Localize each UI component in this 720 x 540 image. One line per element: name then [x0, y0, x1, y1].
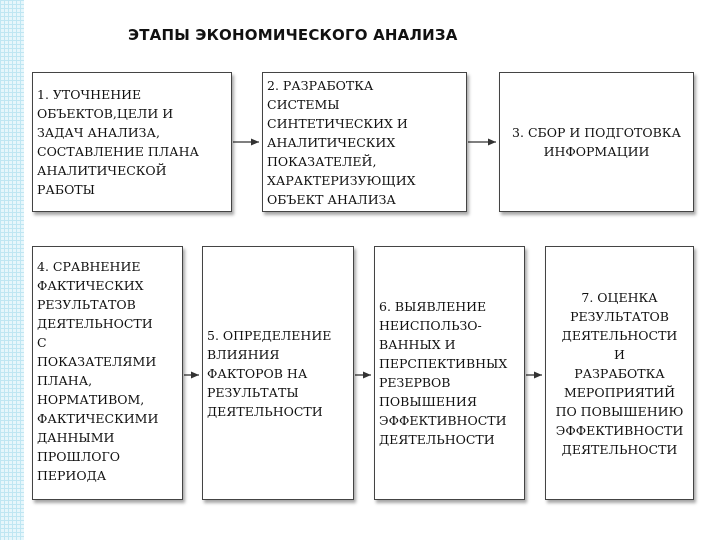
stage-5-box	[202, 246, 354, 500]
stage-1-text: 1. УТОЧНЕНИЕ ОБЪЕКТОВ,ЦЕЛИ И ЗАДАЧ АНАЛИЗА, СОСТАВЛЕНИЕ ПЛАНА АНАЛИТИЧЕСКОЙ РАБОТЫ	[37, 87, 199, 197]
stage-3-box	[499, 72, 694, 212]
stage-7-box	[545, 246, 694, 500]
diagram-title: ЭТАПЫ ЭКОНОМИЧЕСКОГО АНАЛИЗА	[128, 26, 458, 44]
stage-1-box	[32, 72, 232, 212]
stage-7-text: 7. ОЦЕНКА РЕЗУЛЬТАТОВ ДЕЯТЕЛЬНОСТИ И РАЗРАБОТКА МЕРОПРИЯТИЙ ПО ПОВЫШЕНИЮ ЭФФЕКТИВНОСТИ ДЕЯТЕЛЬНОСТИ	[555, 289, 684, 457]
stage-4-text: 4. СРАВНЕНИЕ ФАКТИЧЕСКИХ РЕЗУЛЬТАТОВ ДЕЯТЕЛЬНОСТИ С ПОКАЗАТЕЛЯМИ ПЛАНА, НОРМАТИВОМ, ФАКТИЧЕСКИМИ ДАННЫМИ ПРОШЛОГО ПЕРИОДА	[37, 259, 159, 483]
stage-6-text: 6. ВЫЯВЛЕНИЕ НЕИСПОЛЬЗО- ВАННЫХ И ПЕРСПЕКТИВНЫХ РЕЗЕРВОВ ПОВЫШЕНИЯ ЭФФЕКТИВНОСТИ ДЕЯТЕЛЬНОСТИ	[379, 299, 508, 447]
stage-2-text: 2. РАЗРАБОТКА СИСТЕМЫ СИНТЕТИЧЕСКИХ И АНАЛИТИЧЕСКИХ ПОКАЗАТЕЛЕЙ, ХАРАКТЕРИЗУЮЩИХ ОБЪЕКТ АНАЛИЗА	[267, 77, 416, 207]
stage-6-box	[374, 246, 525, 500]
stage-5-text: 5. ОПРЕДЕЛЕНИЕ ВЛИЯНИЯ ФАКТОРОВ НА РЕЗУЛЬТАТЫ ДЕЯТЕЛЬНОСТИ	[207, 327, 332, 419]
stage-3-text: 3. СБОР И ПОДГОТОВКА ИНФОРМАЦИИ	[512, 125, 681, 159]
stage-2-box	[262, 72, 467, 212]
stage-4-box	[32, 246, 183, 500]
